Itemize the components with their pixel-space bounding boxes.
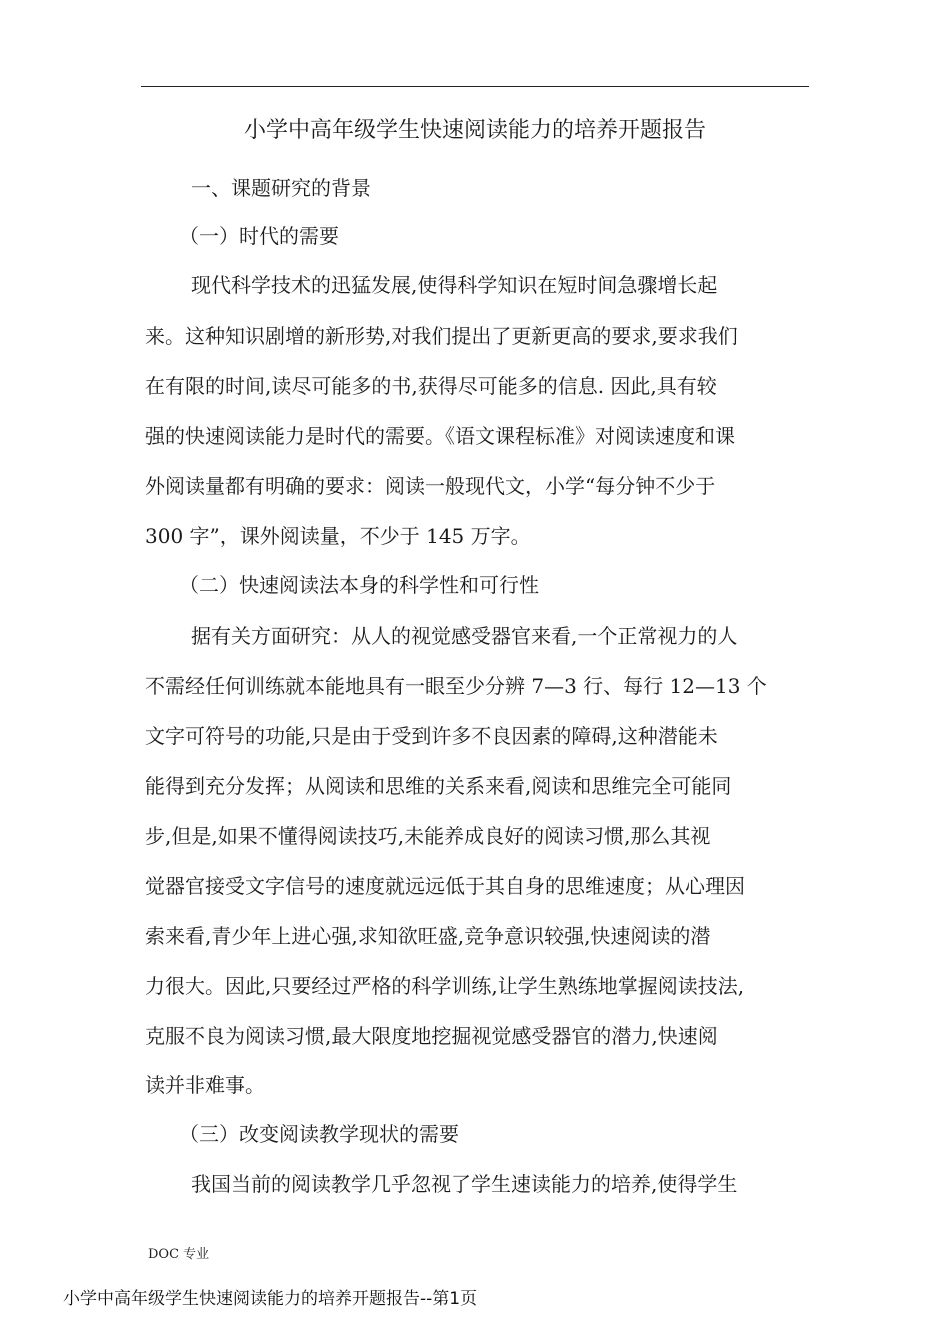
body-line: 我国当前的阅读教学几乎忽视了学生速读能力的培养,使得学生 — [191, 1172, 738, 1196]
document-title: 小学中高年级学生快速阅读能力的培养开题报告 — [243, 118, 706, 143]
body-line: 克服不良为阅读习惯,最大限度地挖掘视觉感受器官的潜力,快速阅 — [145, 1024, 718, 1048]
section-heading: 一、课题研究的背景 — [191, 176, 371, 200]
subsection-heading: （一）时代的需要 — [179, 224, 339, 248]
body-line: 不需经任何训练就本能地具有一眼至少分辨 7—3 行、每行 12—13 个 — [145, 674, 767, 698]
body-line: 步,但是,如果不懂得阅读技巧,未能养成良好的阅读习惯,那么其视 — [145, 824, 711, 848]
body-line: 力很大。因此,只要经过严格的科学训练,让学生熟练地掌握阅读技法, — [145, 974, 745, 998]
body-line: 外阅读量都有明确的要求：阅读一般现代文，小学“每分钟不少于 — [145, 474, 716, 498]
subsection-heading: （二）快速阅读法本身的科学性和可行性 — [179, 573, 539, 597]
body-line: 能得到充分发挥；从阅读和思维的关系来看,阅读和思维完全可能同 — [145, 774, 732, 798]
body-line: 在有限的时间,读尽可能多的书,获得尽可能多的信息. 因此,具有较 — [145, 374, 717, 398]
header-rule — [141, 86, 809, 87]
body-line: 读并非难事。 — [145, 1073, 265, 1097]
body-line: 觉器官接受文字信号的速度就远远低于其自身的思维速度；从心理因 — [145, 874, 745, 898]
body-line: 来。这种知识剧增的新形势,对我们提出了更新更高的要求,要求我们 — [145, 324, 738, 348]
body-line: 据有关方面研究：从人的视觉感受器官来看,一个正常视力的人 — [191, 624, 738, 648]
body-line: 索来看,青少年上进心强,求知欲旺盛,竞争意识较强,快速阅读的潜 — [145, 924, 711, 948]
body-line: 文字可符号的功能,只是由于受到许多不良因素的障碍,这种潜能未 — [145, 724, 718, 748]
body-line: 300 字”，课外阅读量，不少于 145 万字。 — [145, 524, 531, 548]
body-line: 强的快速阅读能力是时代的需要。《语文课程标准》对阅读速度和课 — [145, 424, 735, 448]
subsection-heading: （三）改变阅读教学现状的需要 — [179, 1122, 459, 1146]
footer-note: DOC 专业 — [148, 1247, 210, 1262]
body-line: 现代科学技术的迅猛发展,使得科学知识在短时间急骤增长起 — [191, 273, 718, 297]
page-footer-label: 小学中高年级学生快速阅读能力的培养开题报告--第1页 — [63, 1289, 478, 1309]
